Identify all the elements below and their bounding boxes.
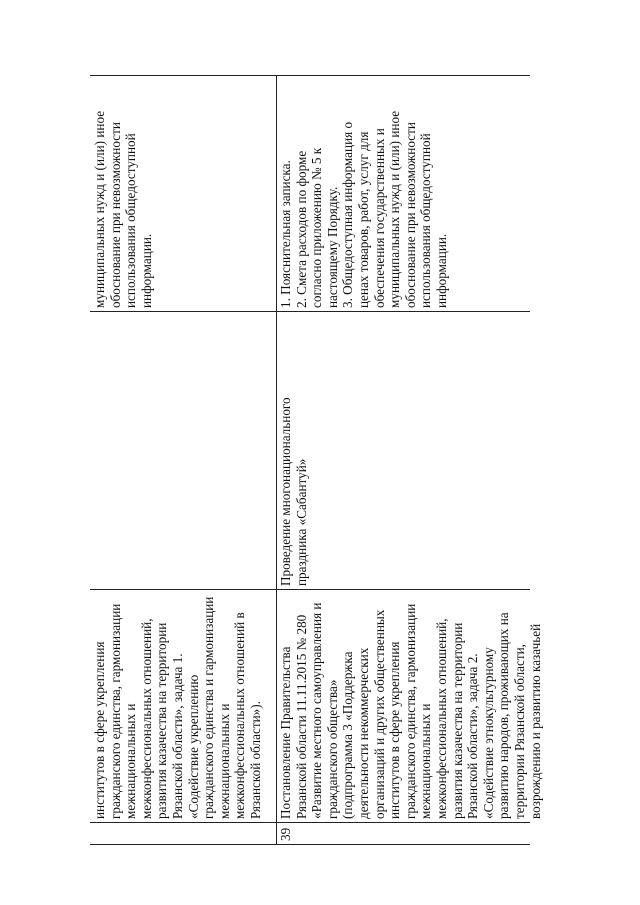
- materials-line: 2. Смета расходов по форме: [293, 150, 309, 308]
- document-line: организаций и других общественных: [371, 609, 387, 819]
- document-line: Рязанской области 11.11.2015 № 280: [293, 614, 309, 819]
- column-divider: [90, 822, 530, 823]
- document-line: гражданского единства и гармонизации: [201, 596, 217, 819]
- column-divider: [90, 311, 530, 312]
- row-divider: [276, 75, 277, 845]
- document-line: гражданского единства, гармонизации: [107, 603, 123, 819]
- document-line: гражданского общества»: [324, 679, 340, 819]
- materials-line: муниципальных нужд и (или) иное: [387, 110, 403, 308]
- document-line: Постановление Правительства: [278, 646, 293, 819]
- materials-line: обоснование при невозможности: [107, 122, 123, 308]
- document-line: «Содействие укреплению: [185, 674, 201, 819]
- materials-line: информации.: [433, 233, 449, 308]
- materials-line: настоящему Порядку.: [324, 186, 340, 308]
- column-border-left: [90, 844, 530, 845]
- document-line: развития казачества на территории: [154, 622, 170, 819]
- document-line: территории Рязанской области,: [511, 644, 527, 819]
- document-line: Рязанской области», задача 2.: [465, 653, 481, 819]
- materials-line: 1. Пояснительная записка.: [278, 160, 293, 308]
- materials-line: использования общедоступной: [123, 133, 139, 308]
- document-line: институтов в сфере укрепления: [387, 641, 403, 819]
- table-row-1-document-cell: [90, 590, 276, 823]
- event-line: Проведение многонационального: [278, 397, 293, 586]
- row-number: 39: [278, 827, 293, 841]
- document-line: (подпрограмма 3 «Поддержка: [340, 651, 356, 819]
- document-line: Рязанской области», задача 1.: [169, 653, 185, 819]
- materials-line: использования общедоступной: [418, 133, 434, 308]
- materials-line: обеспечения государственных и: [371, 128, 387, 308]
- table-row-1-number-cell: [90, 823, 276, 845]
- materials-line: согласно приложению № 5 к: [309, 147, 325, 308]
- table-row-2-number-cell: [276, 823, 530, 845]
- document-line: «Развитие местного самоуправления и: [309, 602, 325, 819]
- rotated-landscape-page: [90, 75, 543, 845]
- table-row-2-document-cell: [276, 590, 543, 823]
- materials-line: муниципальных нужд и (или) иное: [92, 110, 107, 308]
- table-row-1-materials-cell: [90, 75, 276, 312]
- materials-line: ценах товаров, работ, услуг для: [355, 131, 371, 308]
- document-line: развития казачества на территории: [449, 622, 465, 819]
- materials-line: информации.: [138, 233, 154, 308]
- document-line: межнациональных и: [216, 703, 232, 819]
- subsidy-table: [90, 75, 543, 845]
- document-line: гражданского единства, гармонизации: [402, 603, 418, 819]
- document-line: возрождению и развитию казачьей: [527, 623, 543, 819]
- document-line: межконфессиональных отношений в: [232, 612, 248, 819]
- document-line: «Содействие этнокультурному: [480, 647, 496, 819]
- materials-line: обоснование при невозможности: [402, 122, 418, 308]
- document-line: межконфессиональных отношений,: [433, 618, 449, 819]
- document-line: межнациональных и: [418, 703, 434, 819]
- document-line: межнациональных и: [123, 703, 139, 819]
- document-line: межконфессиональных отношений,: [138, 618, 154, 819]
- document-line: развитию народов, проживающих на: [496, 612, 512, 819]
- materials-line: 3. Общедоступная информация о: [340, 121, 356, 308]
- document-line: институтов в сфере укрепления: [92, 641, 107, 819]
- document-line: деятельности некоммерческих: [355, 647, 371, 819]
- table-row-2-materials-cell: [276, 75, 530, 312]
- document-line: Рязанской области»).: [247, 701, 263, 819]
- column-divider: [90, 589, 530, 590]
- table-row-2-event-cell: [276, 312, 530, 590]
- column-border-right: [90, 75, 530, 76]
- table-row-1-event-cell: [90, 312, 276, 590]
- event-line: праздника «Сабантуй»: [293, 458, 309, 586]
